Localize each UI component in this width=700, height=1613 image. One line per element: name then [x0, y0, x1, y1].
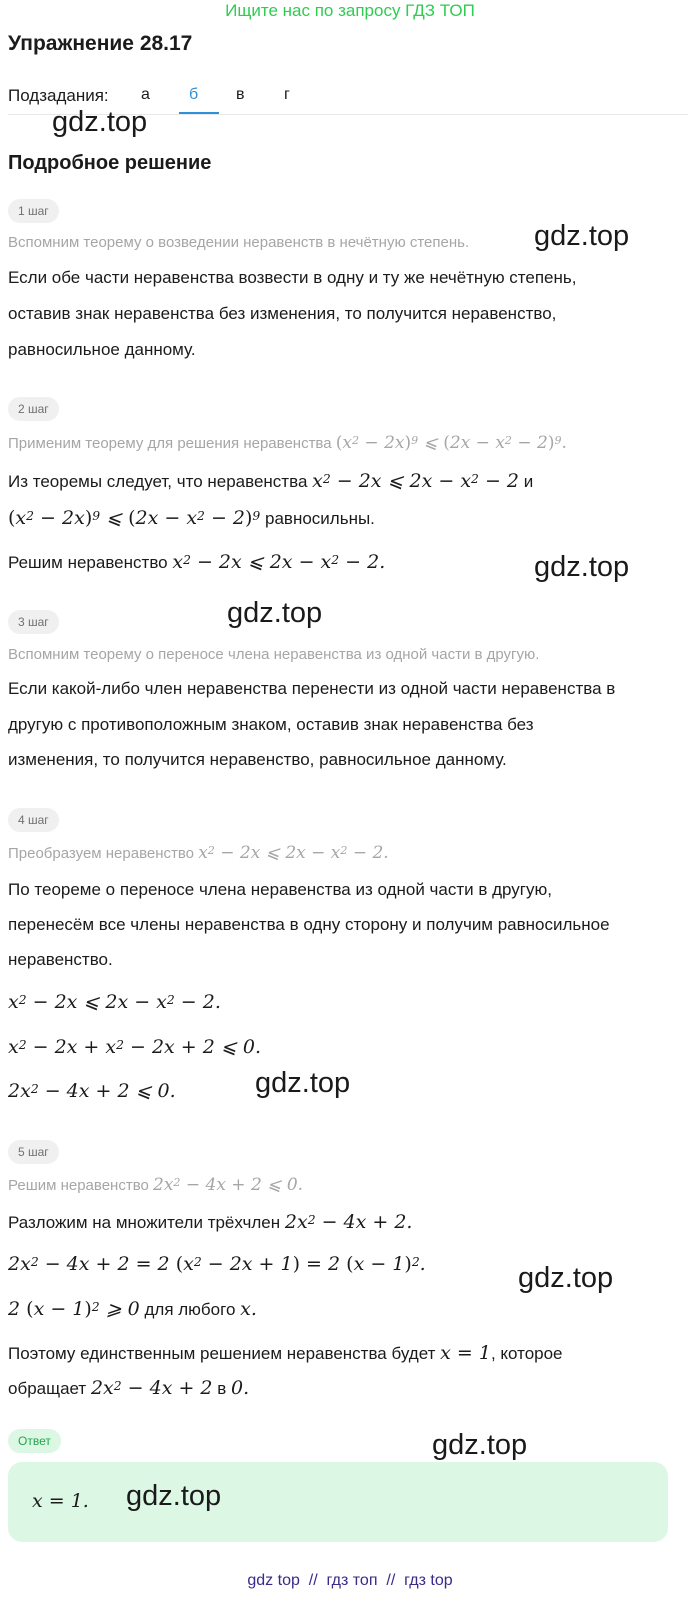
step-text: другую с противоположным знаком, оставив знак неравенства без: [8, 715, 534, 734]
math-line: $x^2 - 2x + x^2 - 2x + 2$ ⩽ 0.: [8, 1036, 261, 1058]
step-hint: Вспомним теорему о переносе члена неравенства из одной части в другую.: [8, 646, 540, 663]
math-expression: x.: [240, 1298, 257, 1320]
step-badge: 5 шаг: [8, 1140, 59, 1164]
step-text-part: , которое: [490, 1344, 563, 1363]
step-text: оставив знак неравенства без изменения, то получится неравенство,: [8, 304, 557, 323]
math-expression: $x^2 - 2x$ ⩽ $2x - x^2 - 2$.: [198, 843, 389, 863]
math-expression: $x^2 - 2x$ ⩽ $2x - x^2 - 2$: [312, 470, 519, 492]
watermark: gdz.top: [432, 1429, 528, 1461]
tab-g[interactable]: г: [284, 86, 290, 103]
watermark: gdz.top: [534, 220, 630, 252]
step-text: изменения, то получится неравенство, равносильное данному.: [8, 750, 507, 769]
answer-box: [8, 1462, 668, 1542]
step-text: По теореме о переносе члена неравенства из одной части в другую,: [8, 880, 552, 899]
math-expression: $(x^2 - 2x)^9$ ⩽ $(2x - x^2 - 2)^9$: [8, 507, 261, 529]
step-text: [8, 470, 533, 492]
step-badge: 2 шаг: [8, 397, 59, 421]
subtasks-label: Подзадания:: [8, 86, 109, 105]
tab-v[interactable]: в: [236, 86, 245, 103]
step-badge: 3 шаг: [8, 610, 59, 634]
step-text: [8, 1377, 249, 1399]
tab-a[interactable]: а: [141, 86, 150, 103]
step-text: [8, 507, 375, 529]
tab-b[interactable]: б: [189, 86, 199, 103]
math-line: $2x^2 - 4x + 2$ ⩽ 0.: [8, 1080, 176, 1102]
step-text-part: для любого: [144, 1300, 236, 1319]
step-hint-text: Решим неравенство: [8, 1177, 149, 1194]
step-hint-text: Применим теорему для решения неравенства: [8, 435, 332, 452]
step-text: Если обе части неравенства возвести в одну и ту же нечётную степень,: [8, 268, 577, 287]
step-text-part: и: [523, 472, 534, 491]
step-text: неравенство.: [8, 950, 113, 969]
math-line: $2x^2 - 4x + 2 = 2$ $(x^2 - 2x + 1) = 2$ $(x - 1)^2$.: [8, 1253, 426, 1275]
step-text-part: Решим неравенство: [8, 553, 168, 572]
step-text-part: в: [217, 1379, 227, 1398]
step-hint: Вспомним теорему о возведении неравенств в нечётную степень.: [8, 234, 470, 251]
step-hint-text: Преобразуем неравенство: [8, 845, 195, 862]
math-expression: x = 1: [440, 1342, 491, 1364]
watermark: gdz.top: [52, 106, 148, 138]
step-text: равносильное данному.: [8, 340, 196, 359]
math-expression: $x^2 - 2x$ ⩽ $2x - x^2 - 2$.: [172, 551, 386, 573]
math-expression: $2x^2 - 4x + 2$ ⩽ 0.: [153, 1175, 304, 1195]
active-tab-indicator: [179, 112, 219, 114]
solution-heading: Подробное решение: [8, 152, 212, 174]
watermark: gdz.top: [255, 1067, 351, 1099]
step-text: [8, 551, 385, 573]
step-badge: 4 шаг: [8, 808, 59, 832]
math-expression: $2x^2 - 4x + 2$.: [284, 1211, 413, 1233]
step-text: [8, 1211, 412, 1233]
step-text: [8, 1342, 563, 1364]
math-expression: $2x^2 - 4x + 2$: [90, 1377, 213, 1399]
watermark: gdz.top: [534, 551, 630, 583]
watermark: gdz.top: [126, 1480, 222, 1512]
step-hint: [8, 843, 389, 863]
step-text-part: обращает: [8, 1379, 87, 1398]
answer-value: x = 1.: [32, 1490, 89, 1512]
step-text-part: Поэтому единственным решением неравенства будет: [8, 1344, 436, 1363]
math-line: $x^2 - 2x$ ⩽ $2x - x^2 - 2$.: [8, 991, 221, 1013]
footer-links: gdz top // гдз топ // гдз top: [247, 1572, 453, 1589]
step-text-part: Разложим на множители трёхчлен: [8, 1213, 281, 1232]
math-expression: 2 $(x - 1)^2$ ⩾ 0: [8, 1298, 140, 1320]
step-text-part: равносильны.: [265, 509, 375, 528]
search-banner: Ищите нас по запросу ГДЗ ТОП: [225, 1, 475, 20]
step-text-part: Из теоремы следует, что неравенства: [8, 472, 308, 491]
watermark: gdz.top: [227, 597, 323, 629]
math-expression: $(x^2 - 2x)^9$ ⩽ $(2x - x^2 - 2)^9$.: [335, 433, 567, 453]
step-badge: 1 шаг: [8, 199, 59, 223]
step-hint: [8, 433, 567, 453]
step-text: перенесём все члены неравенства в одну сторону и получим равносильное: [8, 915, 610, 934]
step-text: [8, 1298, 257, 1320]
math-expression: 0.: [231, 1377, 250, 1399]
step-text: Если какой-либо член неравенства перенести из одной части неравенства в: [8, 679, 616, 698]
watermark: gdz.top: [518, 1262, 614, 1294]
answer-badge: Ответ: [8, 1429, 61, 1453]
page-title: Упражнение 28.17: [8, 32, 193, 55]
step-hint: [8, 1175, 303, 1195]
